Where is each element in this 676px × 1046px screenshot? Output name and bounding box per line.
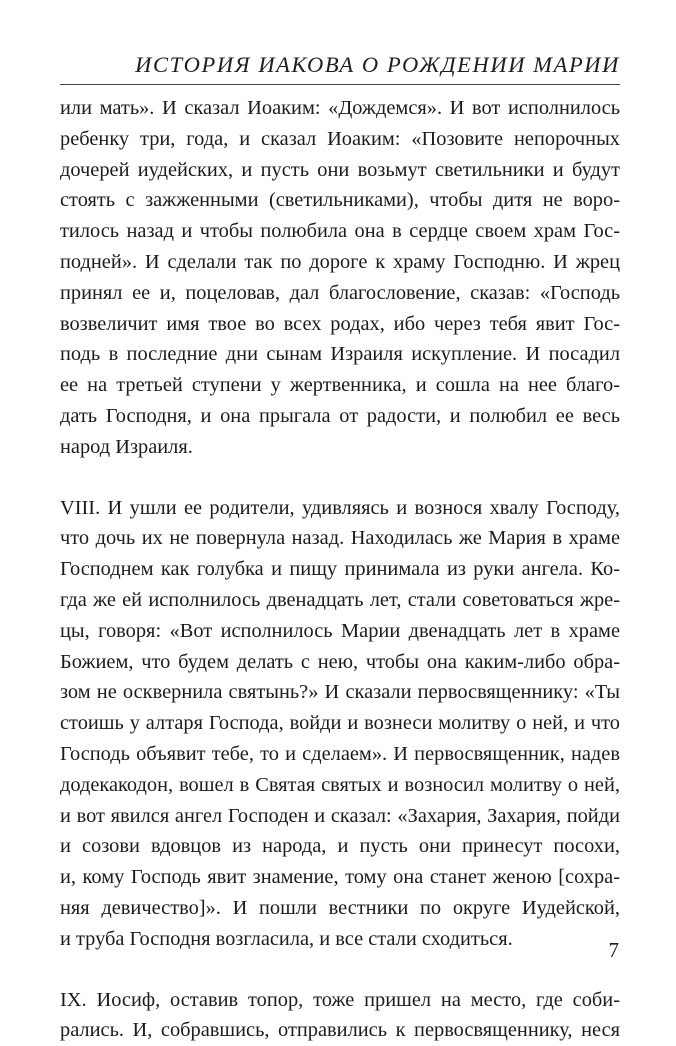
text-line: ребенку три, года, и сказал Иоаким: «Позовите непорочных xyxy=(60,127,620,150)
text-line: додекакодон, вошел в Святая святых и возносил молитву о ней, xyxy=(60,773,620,796)
text-line: или мать». И сказал Иоаким: «Дождемся». И вот исполнилось xyxy=(60,97,620,119)
text-line: цы, говоря: «Вот исполнилось Марии двенадцать лет в храме xyxy=(60,619,620,642)
text-line: народ Израиля. xyxy=(60,435,193,458)
text-line: Господнем как голубка и пищу принимала из руки ангела. Ко- xyxy=(60,558,620,581)
paragraph-gap xyxy=(60,463,620,493)
text-line: VIII. И ушли ее родители, удивляясь и вознося хвалу Господу, xyxy=(60,496,620,519)
text-line: и, кому Господь явит знамение, тому она станет женою [сохра- xyxy=(60,866,620,889)
body-text xyxy=(60,93,620,1046)
text-line: и труба Господня возгласила, и все стали сходиться. xyxy=(60,927,513,950)
text-line: стоять с зажженными (светильниками), чтобы дитя не воро- xyxy=(60,189,620,212)
text-line: что дочь их не повернула назад. Находилась же Мария в храме xyxy=(60,527,620,550)
text-line: зом не осквернила святынь?» И сказали первосвященнику: «Ты xyxy=(60,681,620,704)
text-line: гда же ей исполнилось двенадцать лет, стали советоваться жре- xyxy=(60,588,620,611)
paragraph-gap xyxy=(60,955,620,985)
text-line: подней». И сделали так по дороге к храму Господню. И жрец xyxy=(60,250,620,273)
text-line: ее на третьей ступени у жертвенника, и сошла на нее благо- xyxy=(60,374,620,397)
text-line: и созови вдовцов из народа, и пусть они принесут посохи, xyxy=(60,835,620,858)
header-rule xyxy=(60,84,620,85)
page-number: 7 xyxy=(608,938,619,962)
text-line: стоишь у алтаря Господа, войди и вознеси молитву о ней, и что xyxy=(60,712,620,735)
text-line: IX. Иосиф, оставив топор, тоже пришел на место, где соби- xyxy=(60,988,620,1011)
running-head: ИСТОРИЯ ИАКОВА О РОЖДЕНИИ МАРИИ xyxy=(135,52,620,77)
text-line: принял ее и, поцеловав, дал благословение, сказав: «Господь xyxy=(60,281,620,304)
text-line: подь в последние дни сынам Израиля искупление. И посадил xyxy=(60,343,620,366)
text-line: рались. И, собравшись, отправились к первосвященнику, неся xyxy=(60,1019,620,1042)
text-line: и вот явился ангел Господен и сказал: «Захария, Захария, пойди xyxy=(60,804,620,827)
text-line: дать Господня, и она прыгала от радости, и полюбил ее весь xyxy=(60,404,620,427)
text-line: няя девичество]». И пошли вестники по округе Иудейской, xyxy=(60,896,620,919)
text-line: Господь объявит тебе, то и сделаем». И первосвященник, надев xyxy=(60,742,620,765)
text-line: Божием, что будем делать с нею, чтобы она каким-либо обра- xyxy=(60,650,620,673)
text-line: дочерей иудейских, и пусть они возьмут светильники и будут xyxy=(60,158,620,181)
text-line: возвеличит имя твое во всех родах, ибо через тебя явит Гос- xyxy=(60,312,620,335)
text-line: тилось назад и чтобы полюбила она в сердце своем храм Гос- xyxy=(60,220,620,243)
